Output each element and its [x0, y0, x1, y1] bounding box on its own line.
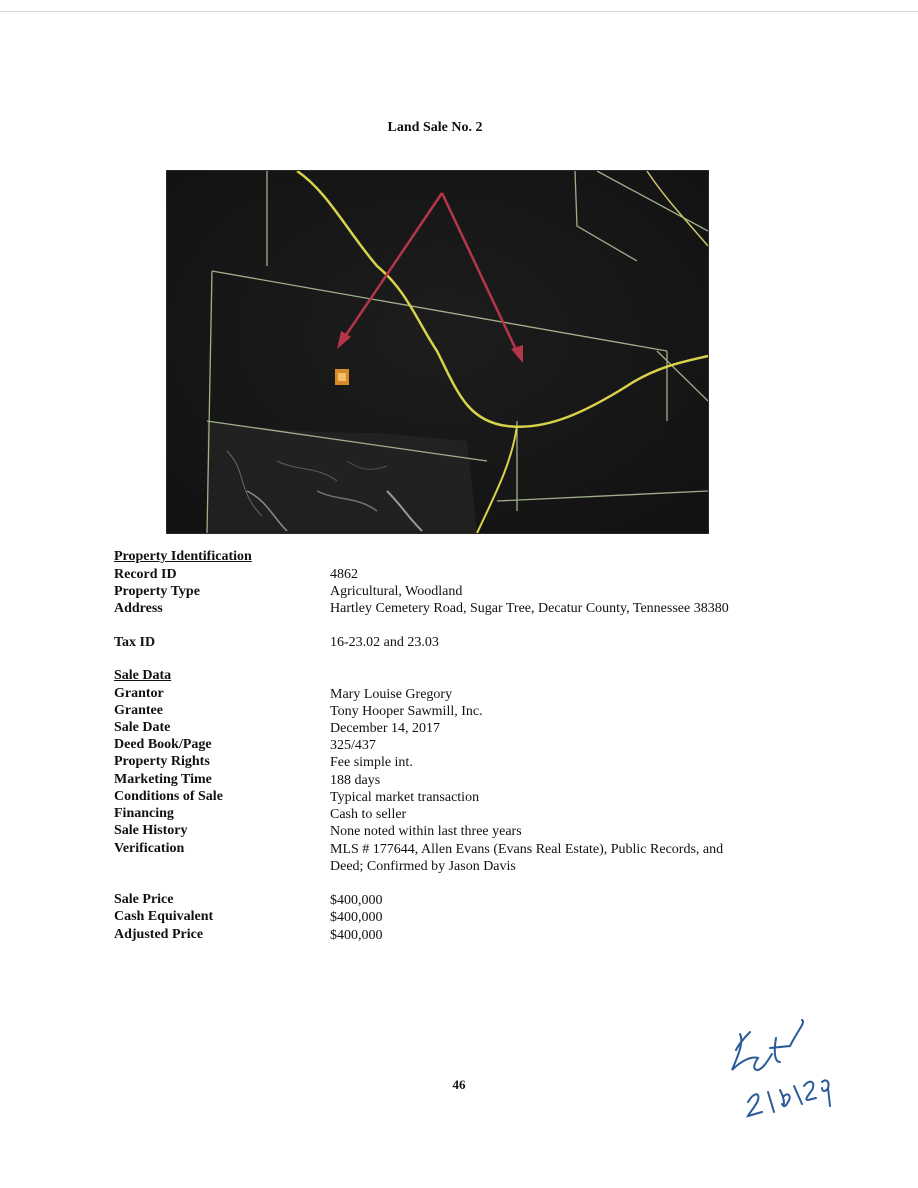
signature-date: 2/15/2019: [718, 1012, 723, 1013]
conditions-of-sale-value: Typical market transaction: [330, 790, 480, 805]
sale-date-value: December 14, 2017: [330, 721, 441, 736]
cash-equivalent-value: $400,000: [330, 910, 383, 925]
property-rights-label: Property Rights: [114, 754, 210, 769]
conditions-of-sale-label: Conditions of Sale: [114, 789, 223, 804]
financing-value: Cash to seller: [330, 807, 407, 822]
adjusted-price-label: Adjusted Price: [114, 927, 204, 942]
top-scan-line: [0, 11, 918, 12]
sale-data-heading: Sale Data: [114, 668, 172, 683]
adjusted-price-value: $400,000: [330, 928, 383, 943]
cash-equivalent-label: Cash Equivalent: [114, 909, 214, 924]
signature-icon: [718, 1012, 848, 1124]
record-id-label: Record ID: [114, 567, 177, 582]
handwritten-initials-date: [718, 1012, 848, 1124]
sale-date-label: Sale Date: [114, 720, 171, 735]
tax-id-label: Tax ID: [114, 635, 156, 650]
sale-history-value: None noted within last three years: [330, 824, 522, 839]
property-marker: [335, 369, 349, 385]
map-graphic: [167, 171, 708, 533]
deed-book-page-value: 325/437: [330, 738, 376, 753]
property-type-label: Property Type: [114, 584, 200, 599]
address-value: Hartley Cemetery Road, Sugar Tree, Decatur County, Tennessee 38380: [330, 601, 729, 616]
verification-label: Verification: [114, 841, 185, 856]
address-label: Address: [114, 601, 163, 616]
financing-label: Financing: [114, 806, 174, 821]
marketing-time-value: 188 days: [330, 773, 381, 788]
grantee-value: Tony Hooper Sawmill, Inc.: [330, 704, 483, 719]
property-type-value: Agricultural, Woodland: [330, 584, 463, 599]
page-title: Land Sale No. 2: [387, 120, 483, 135]
grantee-label: Grantee: [114, 703, 163, 718]
tax-id-value: 16-23.02 and 23.03: [330, 635, 439, 650]
page-number: 46: [452, 1077, 466, 1092]
property-rights-value: Fee simple int.: [330, 755, 413, 770]
sale-history-label: Sale History: [114, 823, 188, 838]
grantor-value: Mary Louise Gregory: [330, 687, 453, 702]
aerial-map-image: [166, 170, 709, 534]
record-id-value: 4862: [330, 567, 358, 582]
grantor-label: Grantor: [114, 686, 164, 701]
marketing-time-label: Marketing Time: [114, 772, 212, 787]
verification-value: MLS # 177644, Allen Evans (Evans Real Estate), Public Records, and Deed; Confirmed by Jason Davis: [330, 842, 724, 874]
sale-price-label: Sale Price: [114, 892, 174, 907]
deed-book-page-label: Deed Book/Page: [114, 737, 212, 752]
property-identification-heading: Property Identification: [114, 549, 252, 564]
sale-price-value: $400,000: [330, 893, 383, 908]
